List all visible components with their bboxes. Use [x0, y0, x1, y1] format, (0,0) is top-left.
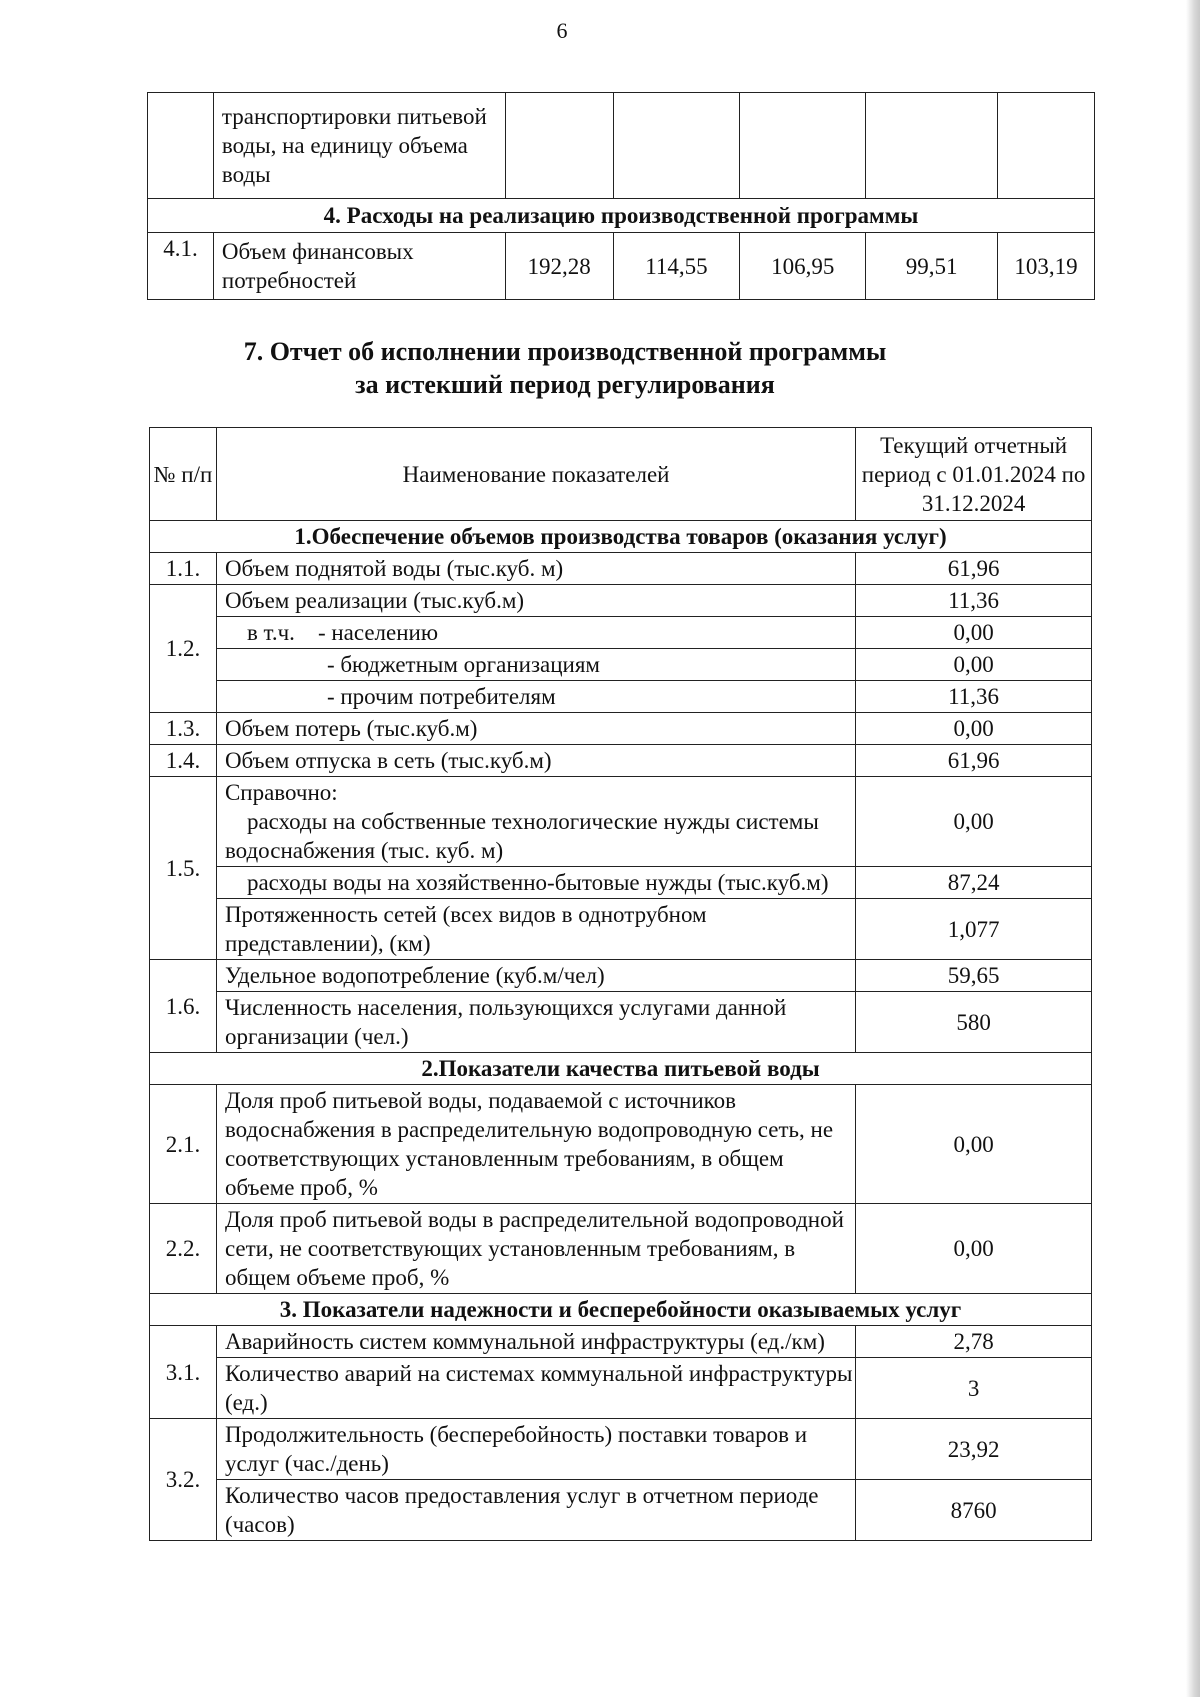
previous-table [147, 92, 1095, 300]
page-number: 6 [556, 18, 568, 43]
row-number: 1.5. [150, 777, 217, 960]
tech-needs-label: расходы на собственные технологические нужды системы водоснабжения (тыс. куб. м) [224, 809, 819, 863]
row-label: Объем поднятой воды (тыс.куб. м) [216, 553, 855, 585]
value-cell: 106,95 [740, 233, 866, 300]
heading-line-2: за истекший период регулирования [355, 370, 775, 399]
row-label: Количество аварий на системах коммунальной инфраструктуры (ед.) [216, 1358, 855, 1419]
table-row [150, 745, 1092, 777]
row-label: Объем реализации (тыс.куб.м) [216, 585, 855, 617]
row-label: Численность населения, пользующихся услугами данной организации (чел.) [216, 992, 855, 1053]
header-name: Наименование показателей [216, 428, 855, 521]
row-label: Объем отпуска в сеть (тыс.куб.м) [216, 745, 855, 777]
row-number: 1.6. [150, 960, 217, 1053]
row-number: 1.2. [150, 585, 217, 713]
num-cell [148, 93, 214, 199]
value-cell: 114,55 [613, 233, 740, 300]
row-number: 1.1. [150, 553, 217, 585]
sub-label: - населению [317, 620, 439, 645]
table-row [150, 899, 1092, 960]
row-label: Аварийность систем коммунальной инфраструктуры (ед./км) [216, 1326, 855, 1358]
row-label: Доля проб питьевой воды, подаваемой с источников водоснабжения в распределительную водопроводную сеть, не соответствующих установленным требованиям, в общем объеме проб, % [216, 1085, 855, 1204]
table-row [150, 681, 1092, 713]
row-number: 3.1. [150, 1326, 217, 1419]
section-3-title: 3. Показатели надежности и бесперебойности оказываемых услуг [150, 1294, 1092, 1326]
table-row [150, 1480, 1092, 1541]
row-label: расходы воды на хозяйственно-бытовые нужды (тыс.куб.м) [216, 867, 855, 899]
row-number: 2.2. [150, 1204, 217, 1294]
table-row [148, 233, 1095, 300]
value-cell: 103,19 [998, 233, 1095, 300]
row-value: 1,077 [856, 899, 1092, 960]
table-row [150, 553, 1092, 585]
row-value: 11,36 [856, 585, 1092, 617]
reference-label: Справочно: [224, 780, 338, 805]
header-num: № п/п [150, 428, 217, 521]
row-number: 3.2. [150, 1419, 217, 1541]
row-number: 1.4. [150, 745, 217, 777]
sub-row-label: - прочим потребителям [216, 681, 855, 713]
section-row [150, 521, 1092, 553]
row-value: 3 [856, 1358, 1092, 1419]
section-row [148, 199, 1095, 233]
section-row [150, 1053, 1092, 1085]
row-value: 0,00 [856, 713, 1092, 745]
row-number: 1.3. [150, 713, 217, 745]
table-row [150, 992, 1092, 1053]
row-label: Удельное водопотребление (куб.м/чел) [216, 960, 855, 992]
table-row [148, 93, 1095, 199]
section-1-title: 1.Обеспечение объемов производства товаров (оказания услуг) [150, 521, 1092, 553]
report-table [149, 427, 1092, 1541]
row-label: Количество часов предоставления услуг в отчетном периоде (часов) [216, 1480, 855, 1541]
row-label: Доля проб питьевой воды в распределительной водопроводной сети, не соответствующих установленным требованиям, в общем объеме проб, % [216, 1204, 855, 1294]
row-value: 11,36 [856, 681, 1092, 713]
row-value: 8760 [856, 1480, 1092, 1541]
table-row [150, 777, 1092, 867]
row-value: 2,78 [856, 1326, 1092, 1358]
table-row [150, 713, 1092, 745]
row-number: 2.1. [150, 1085, 217, 1204]
row-value: 23,92 [856, 1419, 1092, 1480]
row-value: 61,96 [856, 745, 1092, 777]
table-row [150, 649, 1092, 681]
row-value: 87,24 [856, 867, 1092, 899]
sub-row-label [216, 617, 855, 649]
page-edge-shadow [1186, 0, 1200, 1697]
table-row [150, 1085, 1092, 1204]
value-cell: 99,51 [866, 233, 998, 300]
section-2-title: 2.Показатели качества питьевой воды [150, 1053, 1092, 1085]
heading-line-1: 7. Отчет об исполнении производственной программы [243, 337, 887, 366]
row-label: Продолжительность (бесперебойность) поставки товаров и услуг (час./день) [216, 1419, 855, 1480]
table-row [150, 867, 1092, 899]
row-value: 0,00 [856, 1204, 1092, 1294]
header-period: Текущий отчетный период с 01.01.2024 по 31.12.2024 [856, 428, 1092, 521]
label-cell: транспортировки питьевой воды, на единицу объема воды [213, 93, 505, 199]
row-value: 0,00 [856, 649, 1092, 681]
section-heading [0, 335, 1130, 401]
table-row [150, 960, 1092, 992]
section-4-title: 4. Расходы на реализацию производственной программы [148, 199, 1095, 233]
row-value: 580 [856, 992, 1092, 1053]
table-row [150, 585, 1092, 617]
section-row [150, 1294, 1092, 1326]
sub-row-label: - бюджетным организациям [216, 649, 855, 681]
header-row [150, 428, 1092, 521]
value-cell: 192,28 [505, 233, 613, 300]
sub-prefix: в т.ч. [246, 620, 295, 645]
row-value: 0,00 [856, 777, 1092, 867]
row-label: Объем финансовых потребностей [213, 233, 505, 300]
table-row [150, 1326, 1092, 1358]
row-value: 0,00 [856, 1085, 1092, 1204]
table-row [150, 1419, 1092, 1480]
table-row [150, 1358, 1092, 1419]
row-number: 4.1. [148, 233, 214, 300]
row-value: 59,65 [856, 960, 1092, 992]
row-label: Объем потерь (тыс.куб.м) [216, 713, 855, 745]
table-row [150, 617, 1092, 649]
table-row [150, 1204, 1092, 1294]
row-value: 0,00 [856, 617, 1092, 649]
row-label [216, 777, 855, 867]
row-value: 61,96 [856, 553, 1092, 585]
row-label: Протяженность сетей (всех видов в однотрубном представлении), (км) [216, 899, 855, 960]
